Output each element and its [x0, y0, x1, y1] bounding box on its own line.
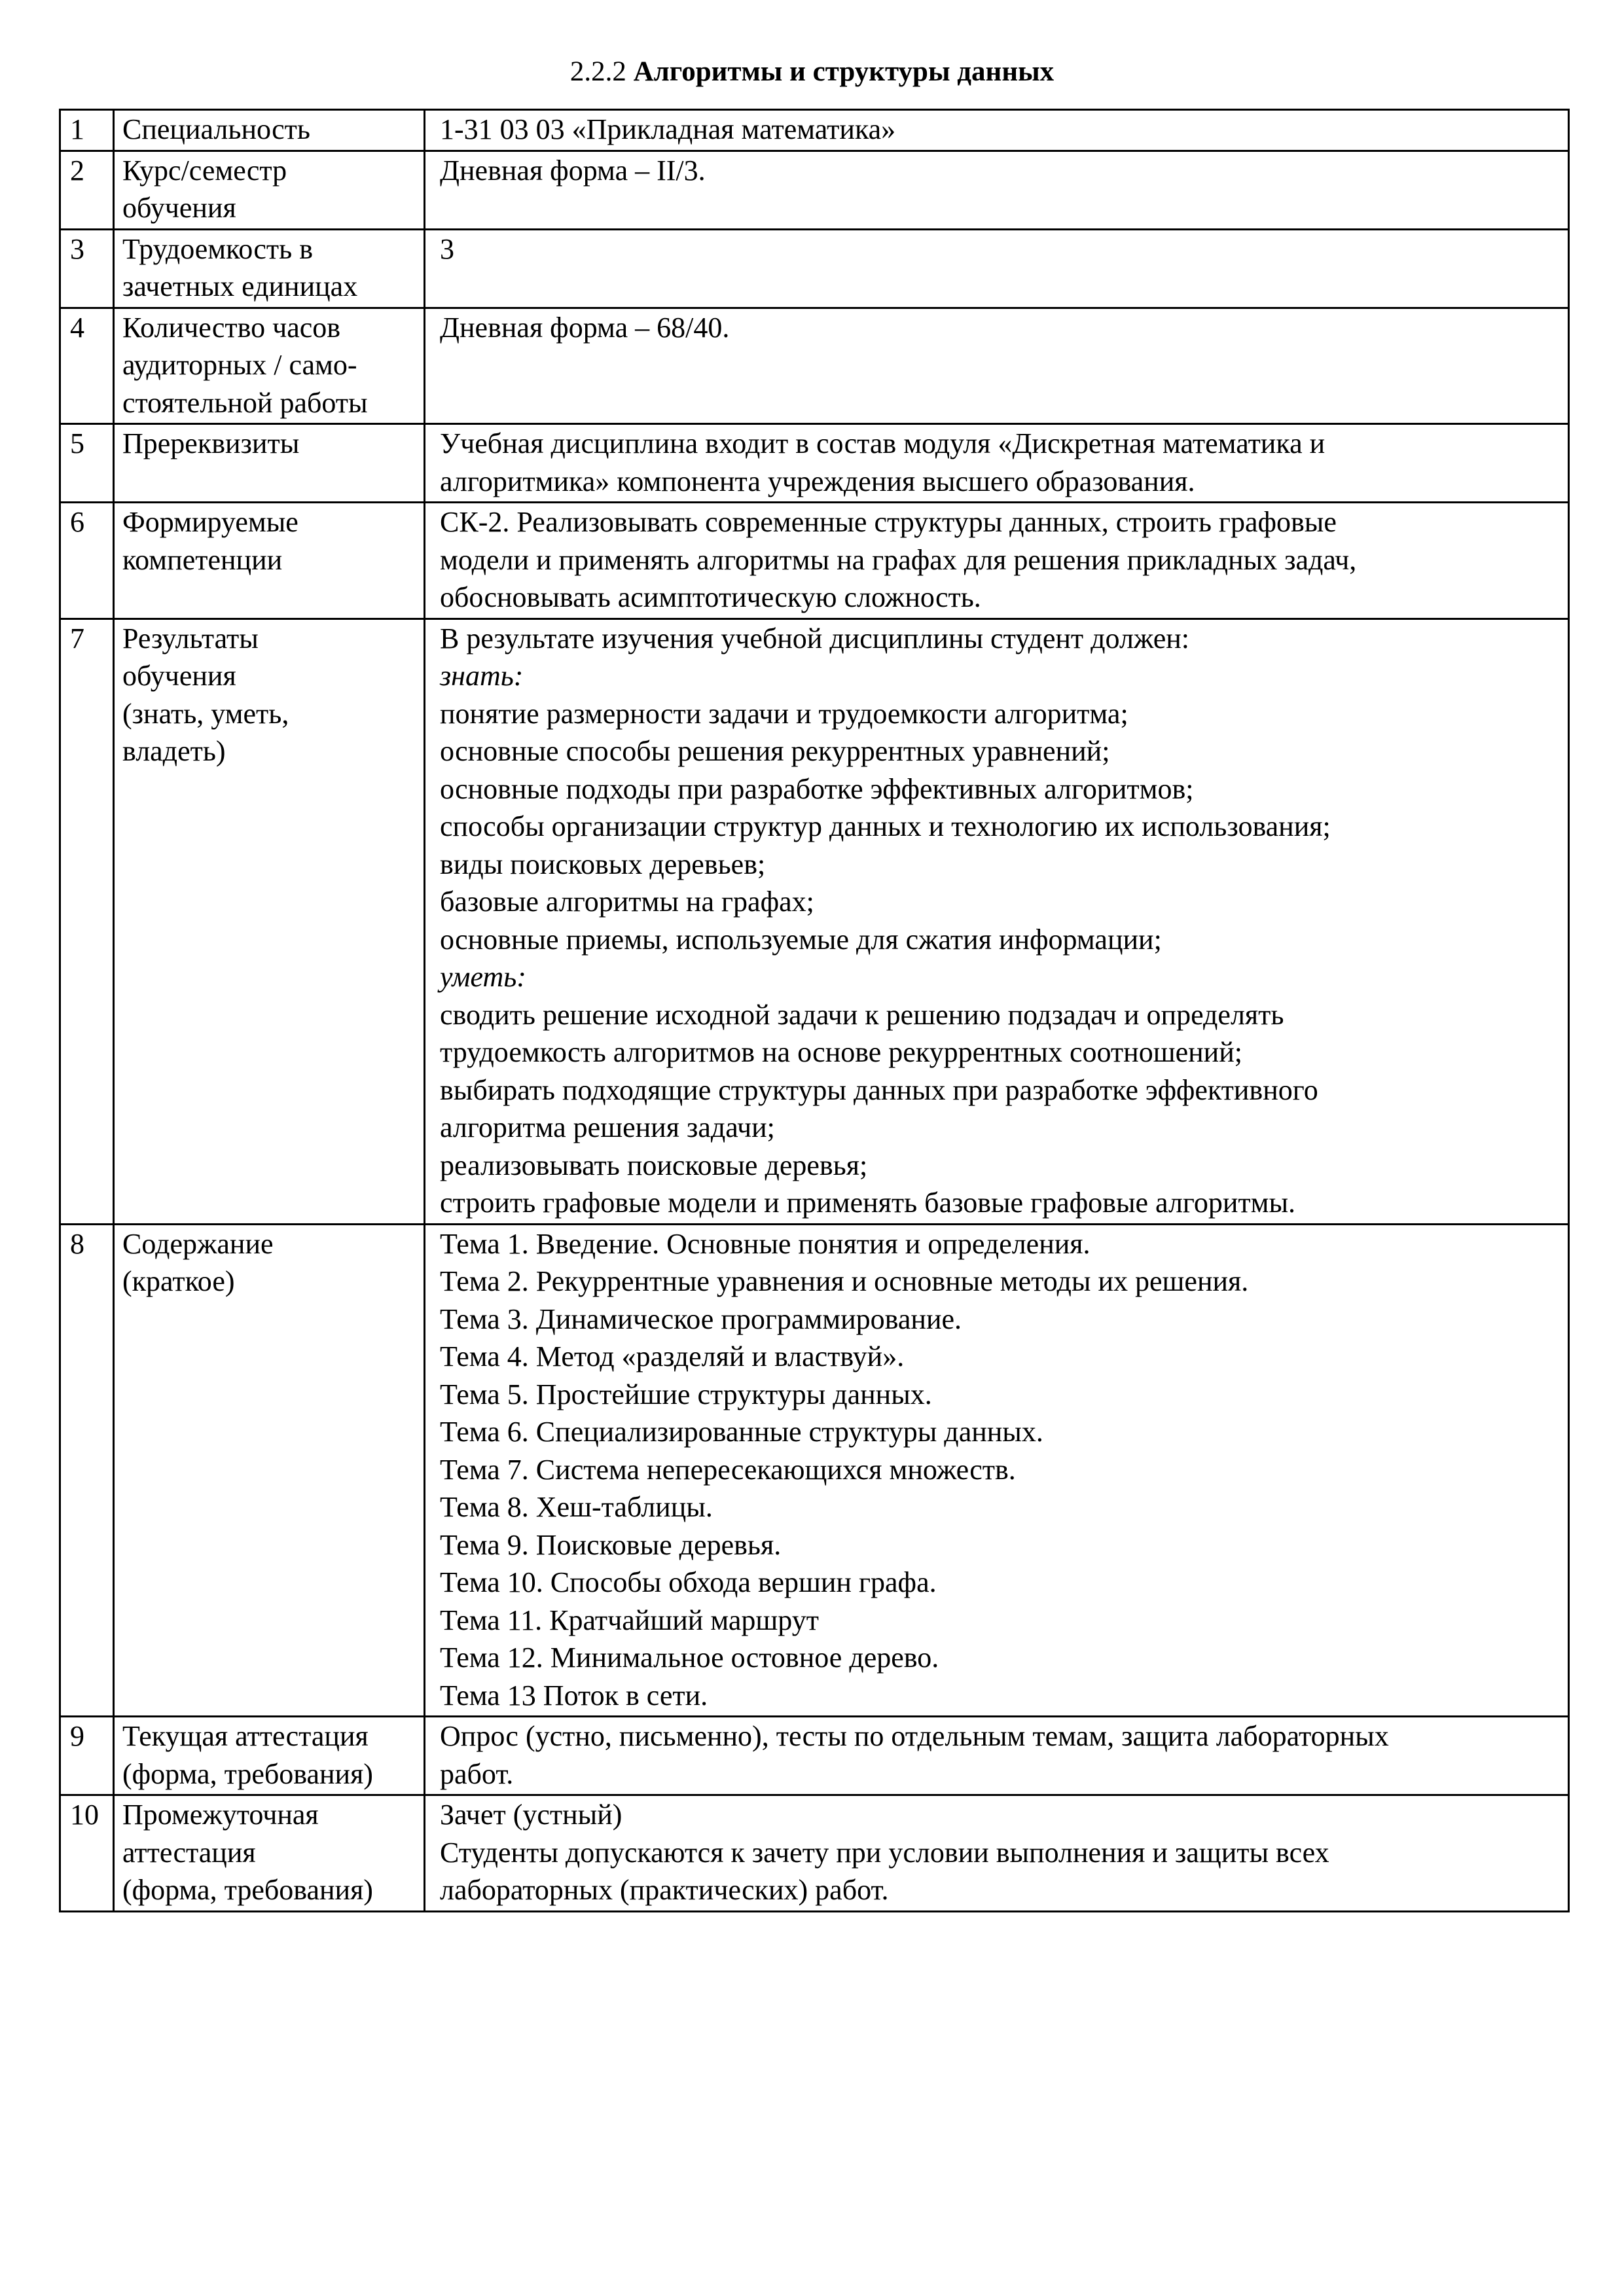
row-label-line: аудиторных / само- — [122, 349, 357, 381]
row-label-cell — [114, 619, 425, 1224]
title-number: 2.2.2 — [569, 56, 626, 87]
content-line: Дневная форма – II/3. — [440, 154, 706, 187]
row-content-cell — [425, 110, 1569, 151]
row-number: 10 — [70, 1799, 99, 1831]
row-label-cell — [114, 424, 425, 503]
row-number: 6 — [70, 506, 84, 538]
content-line: Тема 9. Поисковые деревья. — [440, 1528, 782, 1561]
row-content-cell — [425, 1717, 1569, 1795]
content-line: сводить решение исходной задачи к решению подзадач и определять — [440, 998, 1284, 1031]
content-line: Тема 5. Простейшие структуры данных. — [440, 1378, 932, 1410]
row-label-cell — [114, 308, 425, 424]
row-number-cell — [60, 110, 114, 151]
table-row — [60, 110, 1569, 151]
row-number: 7 — [70, 622, 84, 655]
content-line: Опрос (устно, письменно), тесты по отдельным темам, защита лабораторных — [440, 1720, 1389, 1752]
content-line: виды поисковых деревьев; — [440, 848, 766, 880]
content-line: Тема 4. Метод «разделяй и властвуй». — [440, 1340, 905, 1372]
row-number-cell — [60, 503, 114, 619]
table-row — [60, 424, 1569, 503]
content-line: основные приемы, используемые для сжатия информации; — [440, 923, 1162, 956]
row-content-cell — [425, 308, 1569, 424]
row-label-line: аттестация — [122, 1836, 256, 1869]
content-line: трудоемкость алгоритмов на основе рекуррентных соотношений; — [440, 1036, 1242, 1068]
row-label-line: обучения — [122, 660, 236, 692]
table-body — [60, 110, 1569, 1912]
content-line: 1-31 03 03 «Прикладная математика» — [440, 113, 896, 145]
row-number-cell — [60, 1717, 114, 1795]
content-subheading: уметь: — [440, 961, 526, 993]
content-line: Тема 11. Кратчайший маршрут — [440, 1604, 819, 1636]
content-line: Тема 2. Рекуррентные уравнения и основные методы их решения. — [440, 1265, 1249, 1297]
row-label-line: Формируемые — [122, 506, 298, 538]
row-label-line: Промежуточная — [122, 1799, 319, 1831]
row-number: 9 — [70, 1720, 84, 1752]
row-label-line: Трудоемкость в — [122, 232, 313, 265]
row-number-cell — [60, 619, 114, 1224]
content-line: алгоритма решения задачи; — [440, 1111, 775, 1143]
row-number-cell — [60, 1224, 114, 1717]
content-line: Зачет (устный) — [440, 1799, 623, 1831]
row-content-cell — [425, 503, 1569, 619]
row-label-cell — [114, 1224, 425, 1717]
content-line: реализовывать поисковые деревья; — [440, 1149, 868, 1181]
table-row — [60, 151, 1569, 229]
discipline-info-table — [59, 109, 1570, 1912]
row-label-line: Текущая аттестация — [122, 1720, 369, 1752]
row-content-cell — [425, 1224, 1569, 1717]
content-line: выбирать подходящие структуры данных при разработке эффективного — [440, 1073, 1318, 1106]
title-text: Алгоритмы и структуры данных — [633, 56, 1055, 87]
content-line: модели и применять алгоритмы на графах для решения прикладных задач, — [440, 543, 1357, 576]
row-number: 2 — [70, 154, 84, 187]
table-row — [60, 308, 1569, 424]
row-label-line: Количество часов — [122, 311, 341, 344]
content-line: Студенты допускаются к зачету при условии выполнения и защиты всех — [440, 1836, 1329, 1869]
row-label-line: обучения — [122, 192, 236, 224]
content-line: Учебная дисциплина входит в состав модуля «Дискретная математика и — [440, 427, 1326, 459]
content-line: 3 — [440, 232, 454, 265]
content-line: Тема 6. Специализированные структуры данных. — [440, 1416, 1043, 1448]
table-row — [60, 229, 1569, 308]
row-content-cell — [425, 229, 1569, 308]
row-number-cell — [60, 1795, 114, 1912]
content-line: В результате изучения учебной дисциплины студент должен: — [440, 622, 1190, 655]
row-number: 8 — [70, 1227, 84, 1260]
content-line: обосновывать асимптотическую сложность. — [440, 581, 981, 613]
content-line: основные способы решения рекуррентных уравнений; — [440, 735, 1110, 767]
row-label-line: Курс/семестр — [122, 154, 287, 187]
row-label-cell — [114, 151, 425, 229]
row-number-cell — [60, 424, 114, 503]
row-label-line: владеть) — [122, 735, 226, 767]
table-row — [60, 1717, 1569, 1795]
row-label-line: (знать, уметь, — [122, 697, 289, 730]
row-label-cell — [114, 503, 425, 619]
row-label-line: (форма, требования) — [122, 1874, 373, 1906]
table-row — [60, 619, 1569, 1224]
row-label-cell — [114, 1795, 425, 1912]
content-line: Тема 10. Способы обхода вершин графа. — [440, 1566, 937, 1598]
content-line: лабораторных (практических) работ. — [440, 1874, 889, 1906]
page-title — [0, 54, 1624, 90]
content-line: способы организации структур данных и технологию их использования; — [440, 810, 1331, 842]
content-line: Тема 7. Система непересекающихся множеств. — [440, 1453, 1016, 1486]
row-label-line: компетенции — [122, 543, 283, 576]
row-number-cell — [60, 229, 114, 308]
content-line: алгоритмика» компонента учреждения высшего образования. — [440, 465, 1195, 497]
row-label-cell — [114, 229, 425, 308]
row-label-line: Результаты — [122, 622, 259, 655]
row-label-line: (краткое) — [122, 1265, 235, 1297]
row-number: 5 — [70, 427, 84, 459]
table-row — [60, 503, 1569, 619]
row-label-cell — [114, 110, 425, 151]
row-label-line: Содержание — [122, 1227, 274, 1260]
row-label-line: Специальность — [122, 113, 310, 145]
row-number-cell — [60, 151, 114, 229]
row-label-line: стоятельной работы — [122, 386, 368, 419]
row-content-cell — [425, 151, 1569, 229]
table-row — [60, 1795, 1569, 1912]
content-line: Тема 8. Хеш-таблицы. — [440, 1491, 713, 1523]
content-line: основные подходы при разработке эффективных алгоритмов; — [440, 772, 1194, 805]
content-line: Тема 3. Динамическое программирование. — [440, 1302, 962, 1335]
content-line: понятие размерности задачи и трудоемкости алгоритма; — [440, 697, 1128, 730]
content-line: строить графовые модели и применять базовые графовые алгоритмы. — [440, 1187, 1296, 1219]
row-label-cell — [114, 1717, 425, 1795]
content-line: Тема 1. Введение. Основные понятия и определения. — [440, 1227, 1091, 1260]
table-row — [60, 1224, 1569, 1717]
row-content-cell — [425, 424, 1569, 503]
content-line: Дневная форма – 68/40. — [440, 311, 730, 344]
row-content-cell — [425, 619, 1569, 1224]
content-line: работ. — [440, 1757, 514, 1790]
content-line: СК-2. Реализовывать современные структуры данных, строить графовые — [440, 506, 1337, 538]
row-number: 3 — [70, 232, 84, 265]
content-line: Тема 12. Минимальное остовное дерево. — [440, 1641, 939, 1674]
row-number: 1 — [70, 113, 84, 145]
row-number: 4 — [70, 311, 84, 344]
content-line: базовые алгоритмы на графах; — [440, 886, 814, 918]
row-label-line: зачетных единицах — [122, 270, 358, 302]
row-number-cell — [60, 308, 114, 424]
row-label-line: Пререквизиты — [122, 427, 300, 459]
row-label-line: (форма, требования) — [122, 1757, 373, 1790]
row-content-cell — [425, 1795, 1569, 1912]
content-subheading: знать: — [440, 660, 524, 692]
content-line: Тема 13 Поток в сети. — [440, 1679, 708, 1712]
